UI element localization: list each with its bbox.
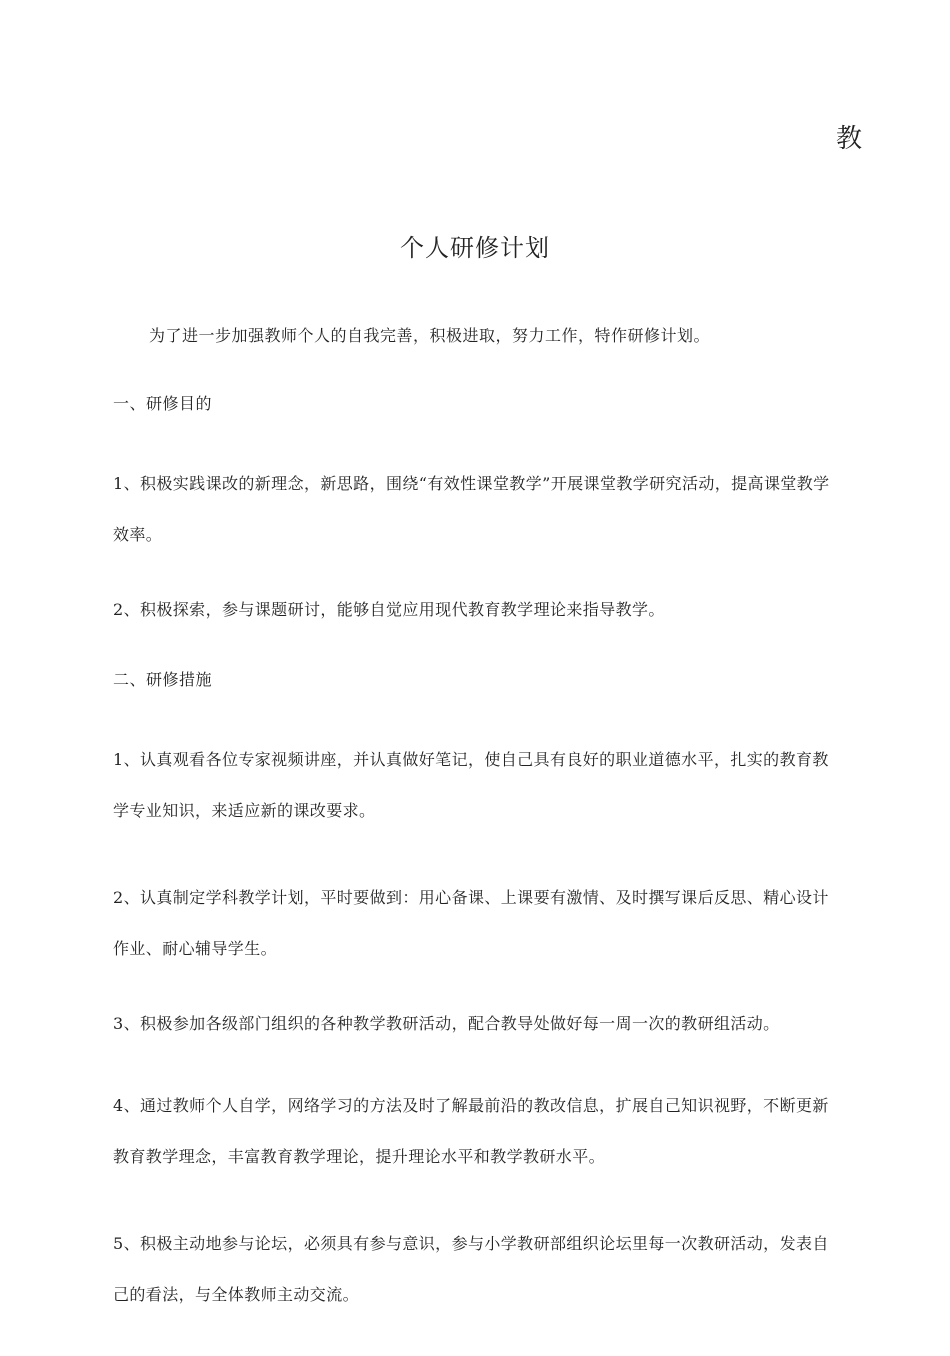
measure-item-3: 3、积极参加各级部门组织的各种教学教研活动，配合教导处做好每一周一次的教研组活动。 — [113, 1014, 780, 1033]
measure-item-1: 1、认真观看各位专家视频讲座，并认真做好笔记，使自己具有良好的职业道德水平，扎实的教育教学专业知识，来适应新的课改要求。 — [113, 750, 829, 820]
corner-character: 教 — [836, 124, 863, 154]
document-title: 个人研修计划 — [400, 234, 550, 262]
measure-item-2: 2、认真制定学科教学计划，平时要做到：用心备课、上课要有激情、及时撰写课后反思、精心设计作业、耐心辅导学生。 — [113, 888, 829, 958]
section-heading-measures: 二、研修措施 — [113, 670, 213, 689]
intro-paragraph: 为了进一步加强教师个人的自我完善，积极进取，努力工作，特作研修计划。 — [149, 326, 711, 345]
section-heading-goals: 一、研修目的 — [113, 394, 213, 413]
document-body — [113, 322, 843, 1356]
goal-item-2: 2、积极探索，参与课题研讨，能够自觉应用现代教育教学理论来指导教学。 — [113, 600, 665, 619]
measure-item-4: 4、通过教师个人自学，网络学习的方法及时了解最前沿的教改信息，扩展自己知识视野，不断更新教育教学理念，丰富教育教学理论，提升理论水平和教学教研水平。 — [113, 1096, 829, 1166]
goal-item-1: 1、积极实践课改的新理念，新思路，围绕“有效性课堂教学”开展课堂教学研究活动，提高课堂教学效率。 — [113, 474, 830, 544]
measure-item-5: 5、积极主动地参与论坛，必须具有参与意识，参与小学教研部组织论坛里每一次教研活动，发表自己的看法，与全体教师主动交流。 — [113, 1234, 829, 1304]
